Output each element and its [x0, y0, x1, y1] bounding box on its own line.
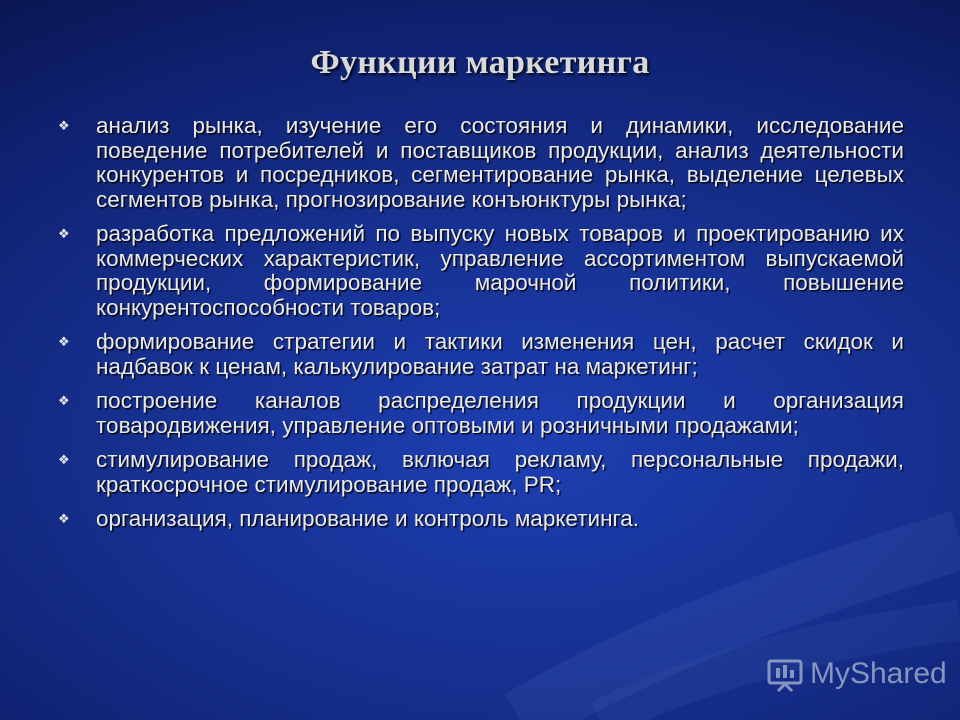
list-item: [58, 222, 904, 320]
myshared-watermark[interactable]: [766, 654, 947, 694]
list-item-text: организация, планирование и контроль маркетинга.: [96, 506, 639, 531]
list-item-text: формирование стратегии и тактики изменения цен, расчет скидок и надбавок к ценам, калькулирование затрат на маркетинг;: [96, 329, 904, 379]
list-item-text: стимулирование продаж, включая рекламу, персональные продажи, краткосрочное стимулирование продаж, PR;: [96, 447, 904, 497]
list-item: [58, 507, 904, 532]
list-item: [58, 448, 904, 497]
slide-title: Функции маркетинга: [310, 44, 650, 81]
diamond-bullet-icon: ❖: [58, 119, 70, 134]
list-item-text: построение каналов распределения продукции и организация товародвижения, управление оптовыми и розничными продажами;: [96, 388, 904, 438]
list-item-text: анализ рынка, изучение его состояния и динамики, исследование поведение потребителей и поставщиков продукции, анализ деятельности конкурентов и посредников, сегментирование рынка, выделение целевых сегментов рынка, прогнозирование конъюнктуры рынка;: [96, 113, 904, 212]
list-item-text: разработка предложений по выпуску новых товаров и проектированию их коммерческих характеристик, управление ассортиментом выпускаемой продукции, формирование марочной политики, повышение конкурентоспособности товаров;: [96, 221, 904, 320]
list-item: [58, 114, 904, 212]
functions-list: [58, 114, 904, 542]
diamond-bullet-icon: ❖: [58, 227, 70, 242]
diamond-bullet-icon: ❖: [58, 453, 70, 468]
watermark-text: MyShared: [810, 657, 947, 690]
diamond-bullet-icon: ❖: [58, 394, 70, 409]
diamond-bullet-icon: ❖: [58, 335, 70, 350]
diamond-bullet-icon: ❖: [58, 512, 70, 527]
list-item: [58, 330, 904, 379]
list-item: [58, 389, 904, 438]
presentation-screen-icon: [766, 655, 804, 693]
